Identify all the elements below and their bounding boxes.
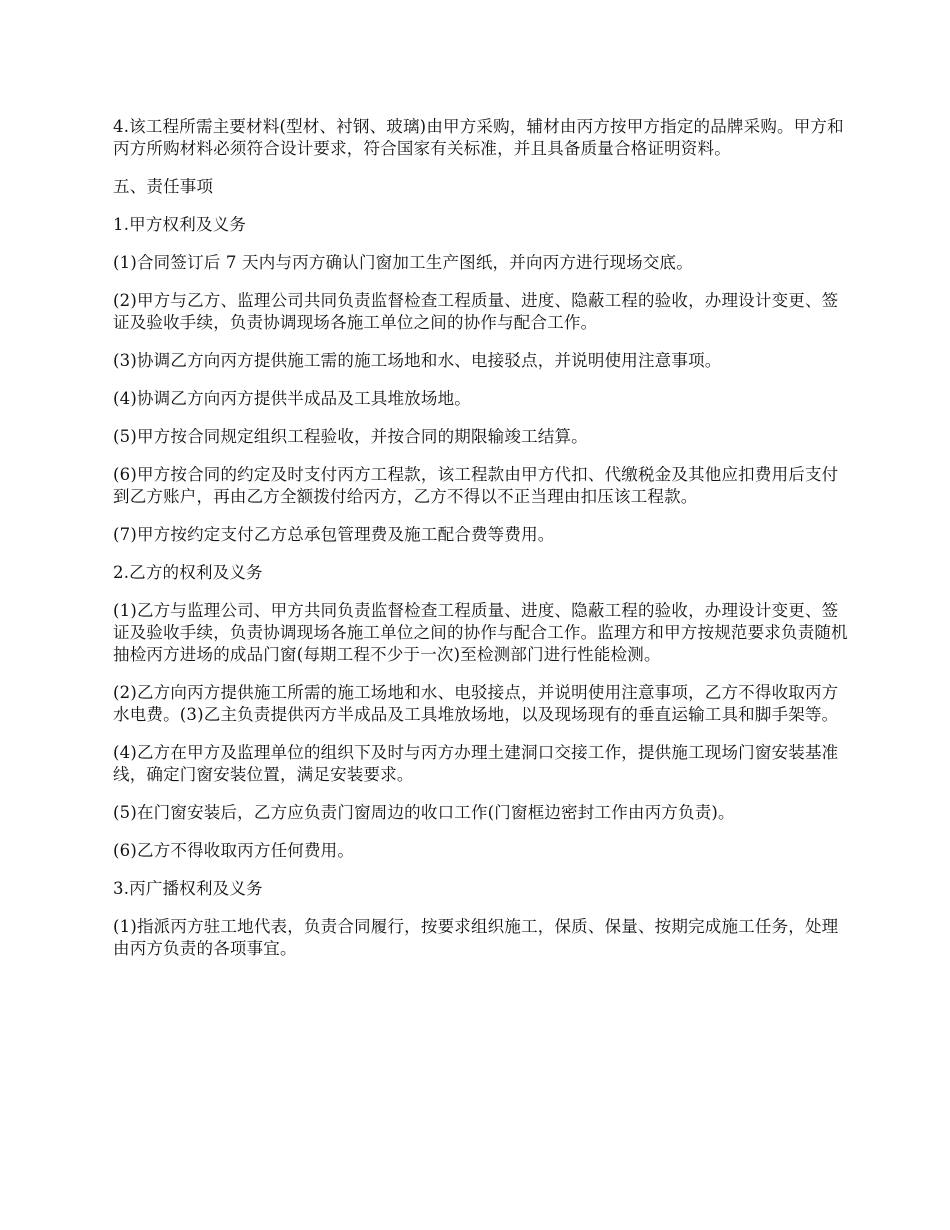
subsection-heading-party-a: 1.甲方权利及义务 [113, 215, 247, 234]
paragraph-party-c-1: (1)指派丙方驻工地代表，负责合同履行，按要求组织施工，保质、保量、按期完成施工任务，处理由丙方负责的各项事宜。 [113, 917, 839, 958]
paragraph-party-b-5: (5)在门窗安装后，乙方应负责门窗周边的收口工作(门窗框边密封工作由丙方负责)。 [113, 803, 735, 822]
paragraph-party-a-5: (5)甲方按合同规定组织工程验收，并按合同的期限输竣工结算。 [113, 427, 588, 446]
paragraph-party-b-6: (6)乙方不得收取丙方任何费用。 [113, 841, 355, 860]
paragraph-party-a-1: (1)合同签订后 7 天内与丙方确认门窗加工生产图纸，并向丙方进行现场交底。 [113, 253, 693, 272]
subsection-heading-party-b: 2.乙方的权利及义务 [113, 563, 263, 582]
paragraph-party-a-4: (4)协调乙方向丙方提供半成品及工具堆放场地。 [113, 389, 471, 408]
paragraph-party-a-3: (3)协调乙方向丙方提供施工需的施工场地和水、电接驳点，并说明使用注意事项。 [113, 351, 722, 370]
paragraph-party-a-2: (2)甲方与乙方、监理公司共同负责监督检查工程质量、进度、隐蔽工程的验收，办理设计变更、签证及验收手续，负责协调现场各施工单位之间的协作与配合工作。 [113, 291, 839, 332]
paragraph-party-b-4: (4)乙方在甲方及监理单位的组织下及时与丙方办理土建洞口交接工作，提供施工现场门窗安装基准线，确定门窗安装位置，满足安装要求。 [113, 743, 839, 784]
document-body [113, 116, 855, 976]
paragraph-party-a-7: (7)甲方按约定支付乙方总承包管理费及施工配合费等费用。 [113, 525, 555, 544]
section-heading-responsibilities: 五、责任事项 [113, 177, 214, 196]
subsection-heading-party-c: 3.丙广播权利及义务 [113, 879, 263, 898]
paragraph-party-a-6: (6)甲方按合同的约定及时支付丙方工程款，该工程款由甲方代扣、代缴税金及其他应扣费用后支付到乙方账户，再由乙方全额拨付给丙方，乙方不得以不正当理由扣压该工程款。 [113, 465, 839, 506]
paragraph-party-b-1: (1)乙方与监理公司、甲方共同负责监督检查工程质量、进度、隐蔽工程的验收，办理设计变更、签证及验收手续，负责协调现场各施工单位之间的协作与配合工作。监理方和甲方按规范要求负责随机抽检丙方进场的成品门窗(每期工程不少于一次)至检测部门进行性能检测。 [113, 601, 848, 664]
paragraph-party-b-2-3: (2)乙方向丙方提供施工所需的施工场地和水、电驳接点，并说明使用注意事项，乙方不得收取丙方水电费。(3)乙主负责提供丙方半成品及工具堆放场地，以及现场现有的垂直运输工具和脚手架等。 [113, 683, 839, 724]
paragraph-materials: 4.该工程所需主要材料(型材、衬钢、玻璃)由甲方采购，辅材由丙方按甲方指定的品牌采购。甲方和丙方所购材料必须符合设计要求，符合国家有关标准，并且具备质量合格证明资料。 [113, 117, 844, 158]
